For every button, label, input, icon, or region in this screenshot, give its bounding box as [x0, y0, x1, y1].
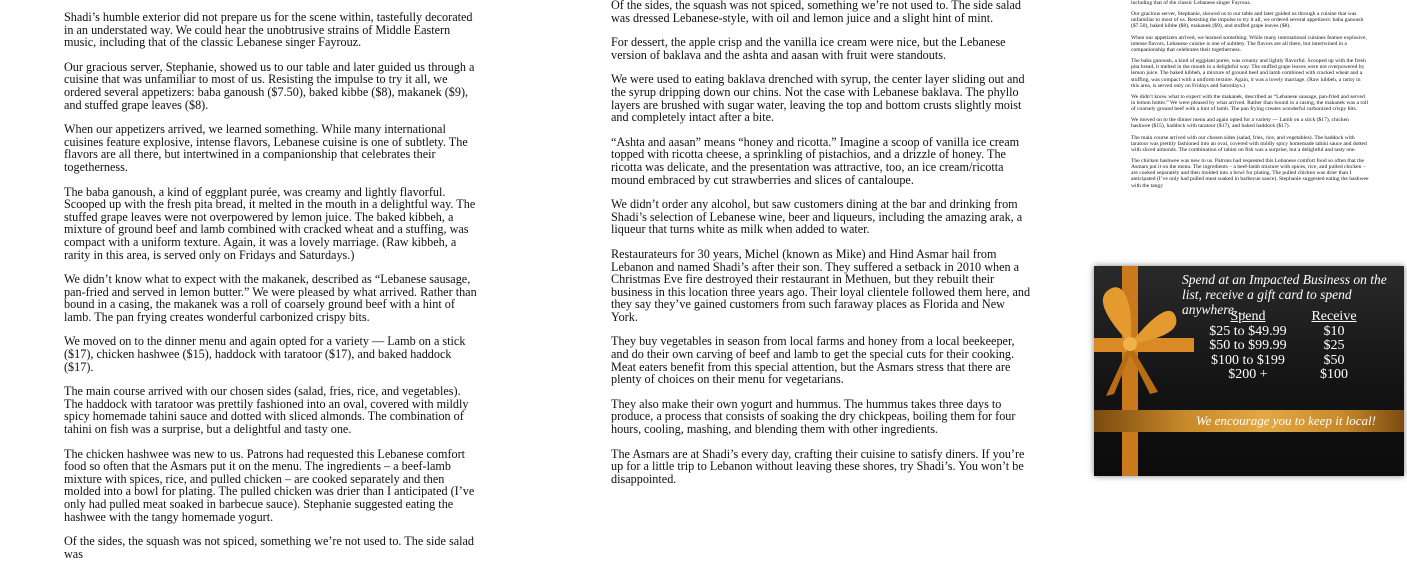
- ad-col-spend: Spend: [1230, 309, 1266, 324]
- ad-spend-amount: $100 to $199: [1211, 352, 1285, 368]
- article-paragraph: We moved on to the dinner menu and again opted for a variety — Lamb on a stick ($17), chicken hashwee ($15), haddock with taratoor ($17), and baked haddock ($17).: [64, 334, 466, 374]
- article-column-middle: [611, 0, 1031, 497]
- ribbon-knot: [1123, 337, 1137, 351]
- ad-footer-banner: We encourage you to keep it local!: [1094, 410, 1404, 432]
- article-paragraph: “Ashta and aasan” means “honey and ricotta.” Imagine a scoop of vanilla ice cream topped with ricotta cheese, a sprinkling of pistachios, and a drizzle of honey. The ricotta was delicate, and the presentation was attractive, too, an ice cream/ricotta mound embraced by cut strawberries and slices of cantaloupe.: [611, 134, 1020, 187]
- article-paragraph: They also make their own yogurt and hummus. The hummus takes three days to produce, a process that consists of soaking the dry chickpeas, boiling them for four hours, cooling, mashing, and blending them with other ingredients.: [611, 396, 1016, 437]
- ad-receive-amount: $100: [1320, 367, 1348, 382]
- ad-reward-table: [1197, 310, 1407, 383]
- article-column-right-thumbnail: [1131, 0, 1369, 252]
- ribbon-bow-icon: [1094, 266, 1194, 476]
- article-paragraph: Of the sides, the squash was not spiced, something we’re not used to. The side salad was dressed Lebanese-style, with oil and lemon juice and a slight hint of mint.: [611, 0, 1022, 25]
- article-paragraph: We didn’t know what to expect with the makanek, described as “Lebanese sausage, pan-fried and served in lemon butter.” We were pleased by what arrived. Rather than bound in a casing, the makanek was a roll of coarsely ground beef with a hint of lamb. The pan frying creates wonderful carbonized crispy bits.: [64, 272, 477, 324]
- article-paragraph: The main course arrived with our chosen sides (salad, fries, rice, and vegetables). The haddock with taratoor was prettily fashioned into an oval, covered with mildly spicy homemade tahini sauce and dotted with sliced almonds. The combination of tahini on fish was a surprise, but a delightful and tasty one.: [64, 384, 469, 437]
- article-paragraph: Shadi’s humble exterior did not prepare us for the scene within, tastefully decorated in an understated way. We could hear the unobtrusive strains of Middle Eastern music, including that of the classic Lebanese singer Fayrouz.: [64, 10, 473, 50]
- article-paragraph: For dessert, the apple crisp and the vanilla ice cream were nice, but the Lebanese version of baklava and the ashta and aasan with fruit were standouts.: [611, 35, 1006, 62]
- article-paragraph: When our appetizers arrived, we learned something. While many international cuisines feature explosive, intense flavors, Lebanese cuisine is one of subtlety. The flavors are all there, but intertwined in a companionship that celebrates their togetherness.: [1131, 34, 1367, 53]
- ad-spend-amount: $200 +: [1228, 367, 1268, 382]
- article-paragraph: Restaurateurs for 30 years, Michel (known as Mike) and Hind Asmar hail from Lebanon and named Shadi’s after their son. They suffered a setback in 2010 when a Christmas Eve fire destroyed their restaurant in Methuen, but they rebuilt their business in this location three years ago. Their loyal clientele followed them here, and they say they’ve gained customers from such faraway places as Florida and New York.: [611, 246, 1031, 324]
- ad-table-header: [1197, 310, 1407, 325]
- article-paragraph: The main course arrived with our chosen sides (salad, fries, rice, and vegetables). The haddock with taratoor was prettily fashioned into an oval, covered with mildly spicy homemade tahini sauce and dotted with sliced almonds. The combination of tahini on fish was a surprise, but a delightful and tasty one.: [1131, 134, 1367, 153]
- ad-headline: Spend at an Impacted Business on the list, receive a gift card to spend anywhere…: [1182, 272, 1387, 317]
- article-paragraph: We were used to eating baklava drenched with syrup, the center layer sliding out and the syrup dripping down our chins. Not the case with Lebanese baklava. The phyllo layers are brushed with sugar water, leaving the top and bottom crusts slightly moist and completely intact after a bite.: [611, 72, 1025, 125]
- article-paragraph: When our appetizers arrived, we learned something. While many international cuisines feature explosive, intense flavors, Lebanese cuisine is one of subtlety. The flavors are all there, but intertwined in a companionship that celebrates their togetherness.: [64, 122, 468, 174]
- ad-spend-amount: $25 to $49.99: [1209, 323, 1287, 339]
- ad-table-row: [1197, 354, 1407, 369]
- ad-receive-amount: $10: [1323, 323, 1345, 339]
- ad-table-row: [1197, 339, 1407, 354]
- article-paragraph: The baba ganoush, a kind of eggplant purée, was creamy and lightly flavorful. Scooped up with the fresh pita bread, it melted in the mouth in a delightful way. The stuffed grape leaves were not overpowered by lemon juice. The baked kibbeh, a mixture of ground beef and lamb combined with cracked wheat and a stuffing, was compact with a uniform texture. Again, it was a lovely marriage. (Raw kibbeh, a rarity in this area, is served only on Fridays and Saturdays.): [64, 184, 476, 262]
- article-paragraph: Our gracious server, Stephanie, showed us to our table and later guided us through a cuisine that was unfamiliar to most of us. Resisting the impulse to try it all, we ordered several appetizers: baba ganoush ($7.50), baked kibbe ($8), makanek ($9), and stuffed grape leaves ($8).: [64, 59, 475, 112]
- article-paragraph: We moved on to the dinner menu and again opted for a variety — Lamb on a stick ($17), chicken hashwee ($15), haddock with taratoor ($17), and baked haddock ($17).: [1131, 117, 1349, 130]
- article-paragraph: We didn’t order any alcohol, but saw customers dining at the bar and drinking from Shadi’s selection of Lebanese wine, beer and liqueurs, including the amazing arak, a liqueur that turns white as milk when added to water.: [611, 197, 1023, 237]
- ad-receive-amount: $50: [1323, 352, 1345, 368]
- article-paragraph: The chicken hashwee was new to us. Patrons had requested this Lebanese comfort food so often that the Asmars put it on the menu. The ingredients – a beef-lamb mixture with spices, rice, and pulled chicken – are cooked separately and then molded into a bowl for plating. The pulled chicken was drier than I anticipated (I’ve only had pulled meat soaked in barbecue sauce). Stephanie suggested eating the hashwee with the tangy: [1131, 158, 1369, 189]
- ad-table-row: [1197, 325, 1407, 340]
- ad-receive-amount: $25: [1323, 338, 1345, 353]
- article-paragraph: Our gracious server, Stephanie, showed us to our table and later guided us through a cuisine that was unfamiliar to most of us. Resisting the impulse to try it all, we ordered several appetizers: baba ganoush ($7.50), baked kibbe ($8), makanek ($9), and stuffed grape leaves ($8).: [1131, 11, 1364, 30]
- article-paragraph: We didn’t know what to expect with the makanek, described as “Lebanese sausage, pan-fried and served in lemon butter.” We were pleased by what arrived. Rather than bound in a casing, the makanek was a roll of coarsely ground beef with a hint of lamb. The pan frying creates wonderful carbonized crispy bits.: [1131, 93, 1369, 113]
- gift-card-ad[interactable]: [1094, 266, 1404, 476]
- article-paragraph: The chicken hashwee was new to us. Patrons had requested this Lebanese comfort food so often that the Asmars put it on the menu. The ingredients – a beef-lamb mixture with spices, rice, and pulled chicken – are cooked separately and then molded into a bowl for plating. The pulled chicken was drier than I anticipated (I’ve only had pulled meat soaked in barbecue sauce). Stephanie suggested eating the hashwee with the tangy homemade yogurt.: [64, 446, 475, 524]
- ad-col-receive: Receive: [1311, 309, 1357, 324]
- article-paragraph: Of the sides, the squash was not spiced, something we’re not used to. The side salad was: [64, 534, 475, 561]
- article-paragraph: The Asmars are at Shadi’s every day, crafting their cuisine to satisfy diners. If you’re up for a little trip to Lebanon without leaving these shores, try Shadi’s. You won’t be disappointed.: [611, 446, 1025, 486]
- article-paragraph: The baba ganoush, a kind of eggplant purée, was creamy and lightly flavorful. Scooped up with the fresh pita bread, it melted in the mouth in a delightful way. The stuffed grape leaves were not overpowered by lemon juice. The baked kibbeh, a mixture of ground beef and lamb combined with cracked wheat and a stuffing, was compact with a uniform texture. Again, it was a lovely marriage. (Raw kibbeh, a rarity in this area, is served only on Fridays and Saturdays.): [1131, 58, 1366, 89]
- article-paragraph: They buy vegetables in season from local farms and honey from a local beekeeper, and do their own carving of beef and lamb to get the special cuts for their cooking. Meat eaters benefit from this special attention, but the Asmars stress that there are plenty of choices on their menu for vegetarians.: [611, 334, 1015, 387]
- ad-spend-amount: $50 to $99.99: [1209, 338, 1287, 353]
- ad-table-row: [1197, 368, 1407, 383]
- article-paragraph: including that of the classic Lebanese singer Fayrouz.: [1131, 0, 1252, 6]
- article-column-left: [64, 11, 480, 572]
